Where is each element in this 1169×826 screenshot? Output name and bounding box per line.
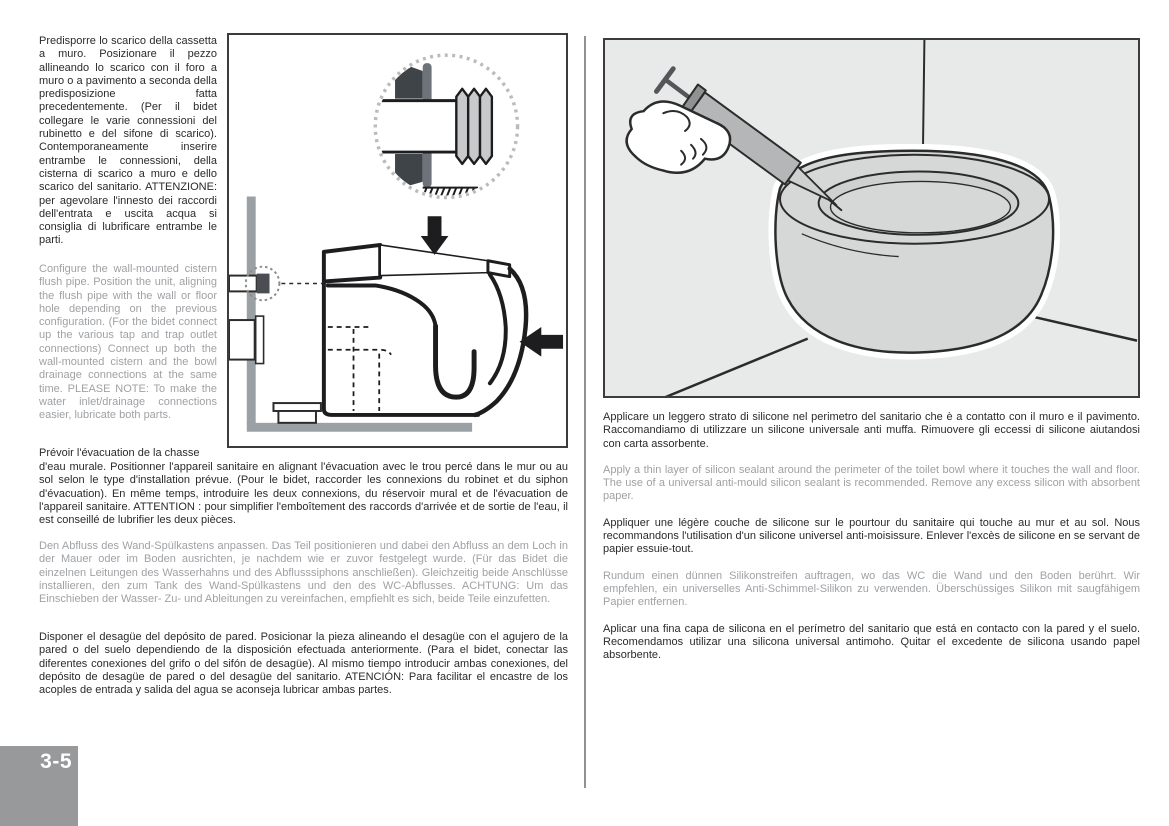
paragraph-italian-silicone: Applicare un leggero strato di silicone nel perimetro del sanitario che è a contatto con il muro e il pavimento. Raccomandiamo di utilizzare un silicone universale anti muffa. Rimuovere gli eccessi di silicone aiutandosi con carta assorbente. <box>603 411 1140 450</box>
lower-wall-outlet <box>229 316 264 363</box>
column-divider <box>584 36 586 788</box>
bellows-connector <box>456 89 492 164</box>
flush-pipe-diagram-icon <box>229 35 566 446</box>
down-arrow-icon <box>421 216 449 255</box>
toilet-bowl-drawing <box>775 151 1053 353</box>
paragraph-english-install: Configure the wall-mounted cistern flush pipe. Position the unit, aligning the flush pipe with the wall or floor hole depending on the previous configuration. (For the bidet connect up the various tap and trap outlet connections) Connect up both the wall-mounted cistern and the bowl drainage connections at the same time. PLEASE NOTE: To make the water inlet/drainage connections easier, lubricate both parts. <box>39 263 217 422</box>
left-section <box>38 33 568 723</box>
paragraph-french-silicone: Appliquer une légère couche de silicone sur le pourtour du sanitaire qui touche au mur et au sol. Nous recommandons l'utilisation d'un silicone universel anti-moisissure. Enlever l'excès de silicone en se servant de papier essuie-tout. <box>603 516 1140 556</box>
paragraph-french-install: d'eau murale. Positionner l'appareil sanitaire en alignant l'évacuation avec le trou percé dans le mur ou au sol selon le type d'installation prévue. (Pour le bidet, raccorder les connexions du robinet et du siphon d'évacuation). En même temps, introduire les deux connexions, du réservoir mural et de l'évacuation de l'appareil sanitaire. ATTENTION : pour simplifier l'emboîtement des raccords d'arrivée et de sortie de l'eau, il est conseillé de lubrifier les deux pièces. <box>39 461 568 527</box>
paragraph-german-install: Den Abfluss des Wand-Spülkastens anpassen. Das Teil positionieren und dabei den Abfluss an dem Loch in der Mauer oder im Boden ausrichten, je nachdem wie er zuvor festgelegt wurde. (Für das Bidet die einzelnen Leitungen des Wasserhahns und des Abflusssiphons anschließen). Gleichzeitig beide Anschlüsse installieren, den zum Tank des Wand-Spülkastens und den des WC-Abflusses. ACHTUNG: Um das Einschieben der Wasser- Zu- und Ableitungen zu vereinfachen, empfiehlt es sich, beide Teile einzufetten. <box>39 540 568 606</box>
paragraph-spanish-install: Disponer el desagüe del depósito de pared. Posicionar la pieza alineando el desagüe con el agujero de la pared o del suelo dependiendo de la disposición efectuada anteriormente. (Para el bidet, conectar las diferentes conexiones del grifo o del sifón de desagüe). Al mismo tiempo introducir ambas conexiones, del depósito de desagüe de pared o del desagüe del sanitario. ATENCIÓN: Para facilitar el encastre de los acoples de entrada y salida del agua se aconseja lubricar ambas partes. <box>39 631 568 697</box>
silicone-application-icon <box>605 40 1138 396</box>
paragraph-french-install-line1: Prévoir l'évacuation de la chasse <box>39 447 200 459</box>
floor-drain-fitting <box>273 403 320 423</box>
detail-zoom-circle <box>375 55 517 197</box>
wall-outlet-fitting <box>229 267 322 301</box>
paragraph-english-silicone: Apply a thin layer of silicon sealant around the perimeter of the toilet bowl where it touches the wall and floor. The use of a universal anti-mould silicon sealant is recommended. Remove any excess silicon with absorbent paper. <box>603 463 1140 503</box>
right-section <box>603 38 1140 662</box>
silicone-application-figure <box>603 38 1140 398</box>
flush-pipe-diagram-figure <box>227 33 568 448</box>
paragraph-german-silicone: Rundum einen dünnen Silikonstreifen auftragen, wo das WC die Wand und den Boden berührt. Wir empfehlen, ein universelles Anti-Schimmel-Silikon zu verwenden. Überschüssiges Silikon mit saugfähigem Papier entfernen. <box>603 569 1140 609</box>
hidden-outlet-dashed-lines <box>328 327 391 411</box>
paragraph-italian-install: Predisporre lo scarico della cassetta a muro. Posizionare il pezzo allineando lo scarico con il foro a muro o a pavimento a seconda della predisposizione fatta precedentemente. (Per il bidet collegare le varie connessioni del rubinetto e del sifone di scarico). Contemporaneamente inserire entrambe le connessioni, della cisterna di scarico a muro e dello scarico del sanitario. ATTENZIONE: per agevolare l'innesto dei raccordi dell'entrata e uscita acqua si consiglia di lubrificare entrambe le parti. <box>39 35 217 247</box>
paragraph-spanish-silicone: Aplicar una fina capa de silicona en el perímetro del sanitario que está en contacto con la pared y el suelo. Recomendamos utilizar una silicona universal antimoho. Quitar el excedente de silicona usando papel absorbente. <box>603 622 1140 662</box>
page-number: 3-5 <box>40 750 72 773</box>
page-number-box <box>0 746 78 826</box>
